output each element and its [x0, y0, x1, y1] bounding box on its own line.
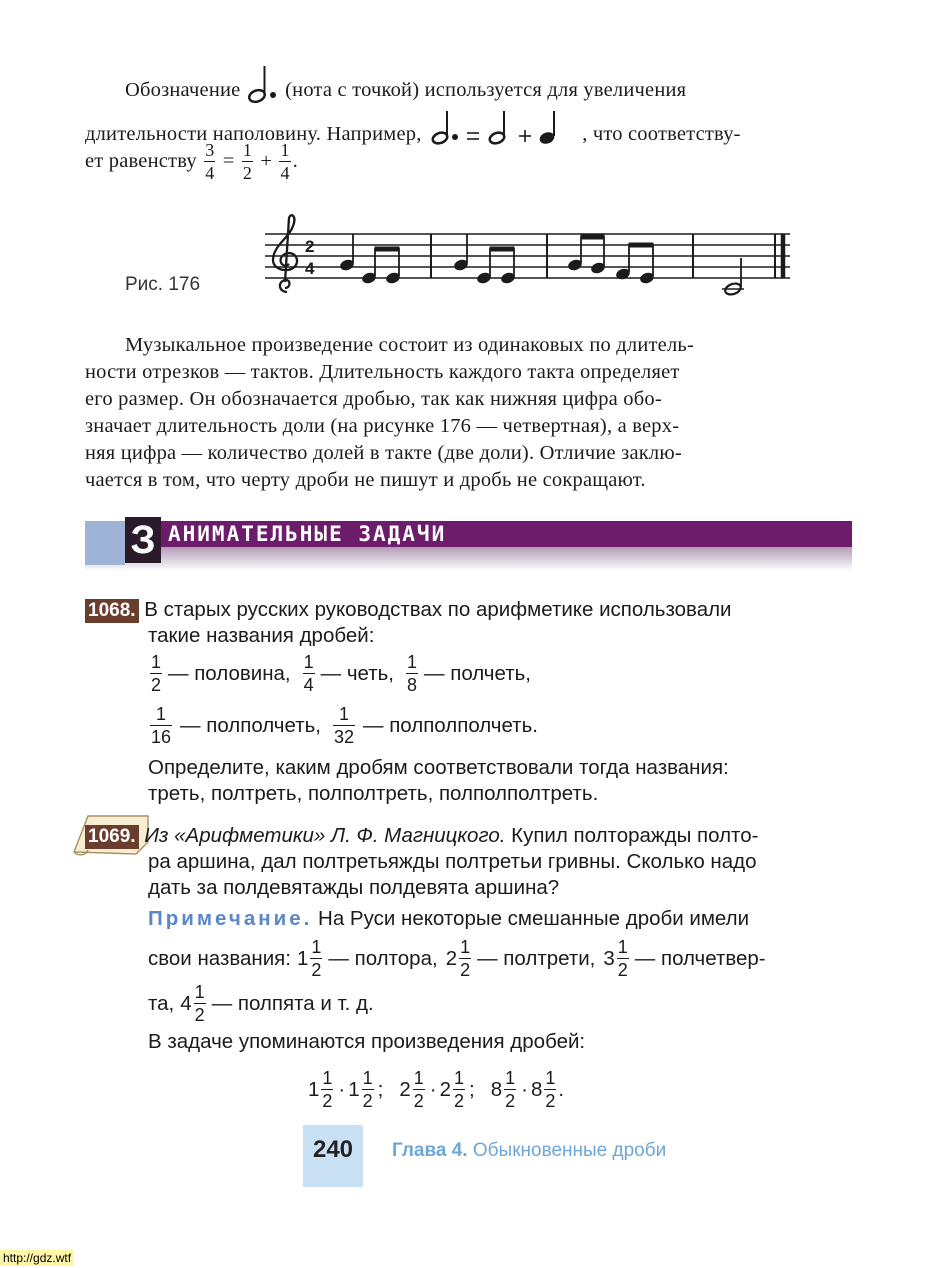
banner-initial: З — [125, 517, 161, 563]
fraction: $\frac{1}{2}$ — [362, 1067, 373, 1111]
products-line: 1 $\frac{1}{2}$ · 1 $\frac{1}{2}$ ; 2 $\frac{1}{2}$ · 2 $\frac{1}{2}$ ; 8 $\frac{1}{2}$ · 8 $\frac{1}{2}$ . — [308, 1067, 565, 1111]
section-title: АНИМАТЕЛЬНЫЕ ЗАДАЧИ — [168, 522, 447, 546]
mixed-name: — полтора, — [328, 946, 438, 970]
mixed-whole: 2 — [445, 946, 458, 970]
paragraph-line: ности отрезков — тактов. Длительность каждого такта определяет — [85, 361, 680, 383]
note-text: та, — [148, 991, 175, 1015]
mixed-whole: 8 — [531, 1077, 543, 1101]
fraction-name: — полполчеть, — [180, 713, 321, 737]
time-signature-bottom: 4 — [305, 259, 315, 278]
intro-text: ет равенству — [85, 149, 197, 172]
fraction: $\frac{1}{2}$ — [322, 1067, 333, 1111]
fraction: $\frac{1}{2}$ — [545, 1067, 556, 1111]
mixed-whole: 4 — [180, 991, 192, 1015]
chapter-name: Обыкновенные дроби — [472, 1140, 667, 1161]
mixed-fractions-line — [148, 934, 766, 982]
fraction: $\frac{1}{32}$ — [333, 703, 354, 747]
task-text: Купил полторажды полто- — [511, 824, 759, 847]
paragraph-line: его размер. Он обозначается дробью, так как нижняя цифра обо- — [85, 388, 662, 410]
task-1069-line-1 — [85, 822, 758, 849]
fraction-name: — половина, — [168, 661, 291, 685]
intro-line-1 — [125, 64, 686, 104]
paragraph-line: значает длительность доли (на рисунке 176 — четвертная), а верх- — [85, 415, 680, 437]
task-text: дать за полдевятажды полдевята аршина? — [148, 876, 560, 899]
fraction-name: — полчеть, — [424, 661, 531, 685]
mixed-whole: 8 — [490, 1077, 503, 1101]
mixed-whole: 1 — [308, 1077, 320, 1101]
figure-caption: Рис. 176 — [125, 274, 201, 295]
mixed-name: — полпята и т. д. — [211, 991, 374, 1015]
fraction: $\frac{1}{16}$ — [151, 703, 172, 747]
mixed-name: — полтрети, — [477, 946, 596, 970]
paragraph-line: Музыкальное произведение состоит из одинаковых по длитель- — [125, 334, 694, 356]
mixed-whole: 1 — [348, 1077, 360, 1101]
fraction: $\frac{3}{4}$ — [205, 139, 215, 183]
chapter-footer — [392, 1140, 666, 1162]
mixed-whole: 2 — [399, 1077, 411, 1101]
task-1068-fractions-1 — [148, 650, 531, 696]
note-line — [148, 905, 749, 932]
mixed-whole: 2 — [439, 1077, 452, 1101]
task-number-badge: 1068. — [85, 599, 139, 623]
mixed-whole: 1 — [296, 946, 309, 970]
fraction: $\frac{1}{8}$ — [407, 651, 418, 695]
banner-accent — [85, 521, 125, 565]
chapter-label: Глава 4. — [392, 1140, 468, 1161]
intro-line-3: ет равенству $\frac{3}{4}$ = $\frac{1}{2}$ + $\frac{1}{4}$ . — [85, 139, 298, 183]
mixed-name: — полчетвер- — [634, 946, 766, 970]
fraction: $\frac{1}{2}$ — [454, 1067, 465, 1111]
fraction: $\frac{1}{2}$ — [194, 981, 205, 1025]
source-url[interactable]: http://gdz.wtf — [0, 1250, 74, 1266]
note-text: На Руси некоторые смешанные дроби имели — [318, 907, 750, 930]
intro-text: длительности наполовину. Например, — [85, 123, 422, 145]
fraction-name: — полполполчеть. — [363, 713, 538, 737]
fraction: $\frac{1}{4}$ — [303, 651, 314, 695]
task-text: треть, полтреть, полполтреть, полполполтреть. — [148, 782, 599, 805]
intro-text: , что соответству- — [582, 123, 741, 145]
music-staff-figure — [265, 212, 795, 298]
note-label: Примечание. — [148, 907, 313, 930]
task-source: Из «Арифметики» Л. Ф. Магницкого. — [144, 824, 506, 847]
intro-text: (нота с точкой) используется для увеличения — [285, 79, 687, 101]
fraction: $\frac{1}{4}$ — [280, 139, 290, 183]
task-text: В старых русских руководствах по арифметике использовали — [144, 598, 732, 621]
fraction-name: — четь, — [320, 661, 395, 685]
mixed-whole: 3 — [603, 946, 615, 970]
mixed-fractions-line-2 — [148, 980, 374, 1026]
task-text: В задаче упоминаются произведения дробей: — [148, 1030, 586, 1053]
time-signature-top: 2 — [305, 237, 315, 256]
page-number: 240 — [303, 1125, 363, 1187]
task-1068-line-1 — [85, 596, 732, 623]
task-text: такие названия дробей: — [148, 624, 375, 647]
note-text: свои названия: — [148, 946, 291, 970]
fraction: $\frac{1}{2}$ — [311, 936, 322, 980]
task-text: Определите, каким дробям соответствовали тогда названия: — [148, 756, 729, 779]
banner-shadow — [85, 547, 852, 571]
dotted-half-note-icon — [246, 64, 280, 104]
paragraph-line: чается в том, что черту дроби не пишут и дробь не сокращают. — [85, 469, 646, 491]
fraction: $\frac{1}{2}$ — [505, 1067, 516, 1111]
note-equation-icon — [427, 108, 577, 148]
music-paragraph — [125, 332, 855, 359]
intro-text: Обозначение — [125, 79, 241, 101]
fraction: $\frac{1}{2}$ — [413, 1067, 424, 1111]
task-text: ра аршина, дал полтретьяжды полтретьи гривны. Сколько надо — [148, 850, 757, 873]
paragraph-line: няя цифра — количество долей в такте (две доли). Отличие заклю- — [85, 442, 682, 464]
fraction: $\frac{1}{2}$ — [617, 936, 628, 980]
fraction: $\frac{1}{2}$ — [151, 651, 162, 695]
music-paragraph-rest — [85, 359, 855, 494]
task-number-badge: 1069. — [85, 825, 139, 849]
task-1068-fractions-2 — [148, 702, 538, 748]
fraction: $\frac{1}{2}$ — [460, 936, 471, 980]
fraction: $\frac{1}{2}$ — [242, 139, 253, 183]
